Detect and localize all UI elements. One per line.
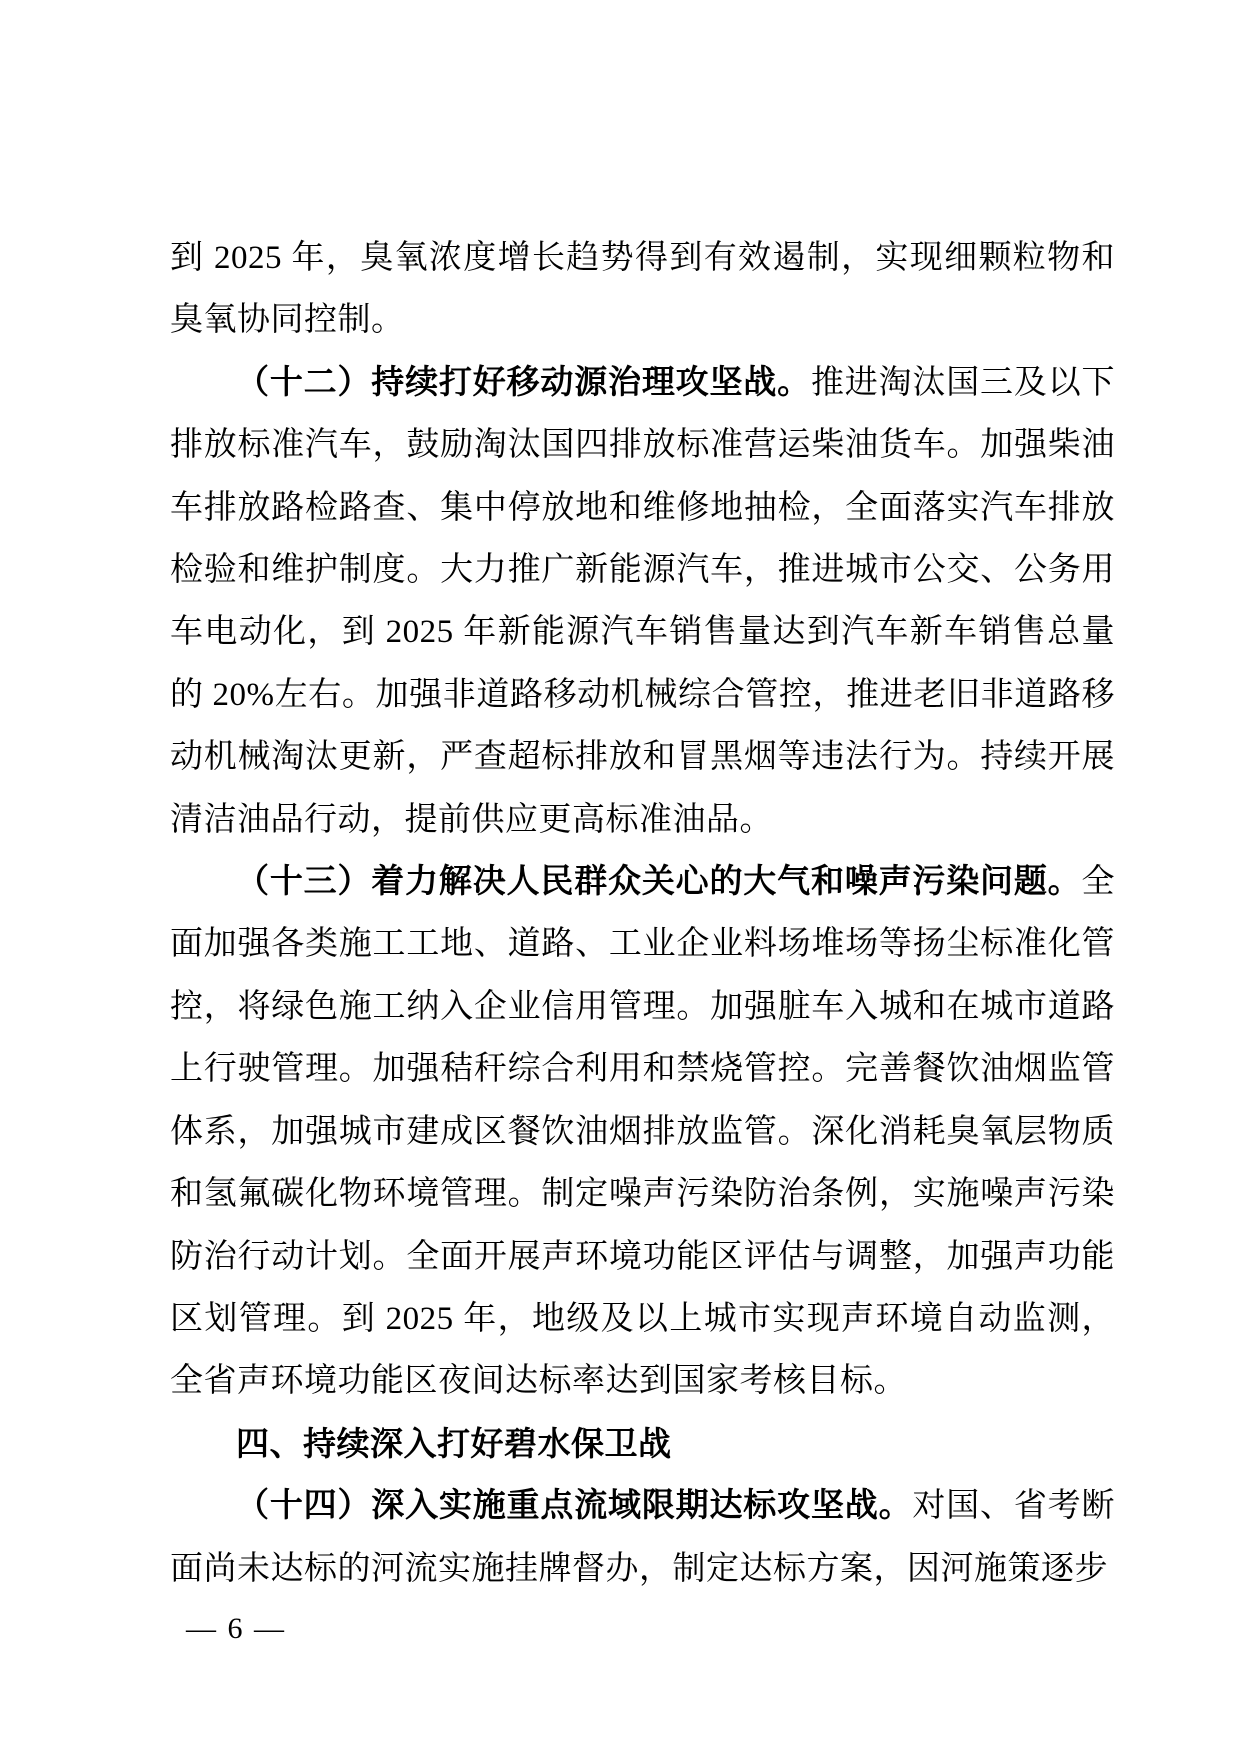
paragraph-continuation bbox=[170, 227, 1115, 352]
paragraph-item-14 bbox=[170, 1475, 1115, 1600]
paragraph-text: 对国、省考断面尚未达标的河流实施挂牌督办，制定达标方案，因河施策逐步 bbox=[170, 1488, 1116, 1587]
paragraph-text: 到 2025 年，臭氧浓度增长趋势得到有效遏制，实现细颗粒物和臭氧协同控制。 bbox=[170, 240, 1115, 339]
paragraph-item-13 bbox=[170, 851, 1115, 1413]
section-heading: 四、持续深入打好碧水保卫战 bbox=[236, 1424, 672, 1462]
document-body bbox=[170, 227, 1115, 1600]
paragraph-text: 推进淘汰国三及以下排放标准汽车，鼓励淘汰国四排放标准营运柴油货车。加强柴油车排放路检路查、集中停放地和维修地抽检，全面落实汽车排放检验和维护制度。大力推广新能源汽车，推进城市公交、公务用车电动化，到 2025 年新能源汽车销售量达到汽车新车销售总量的 20%左右。加强非道路移动机械综合管控，推进老旧非道路移动机械淘汰更新，严查超标排放和冒黑烟等违法行为。持续开展清洁油品行动，提前供应更高标准油品。 bbox=[170, 364, 1116, 838]
paragraph-lead: （十四）深入实施重点流域限期达标攻坚战。 bbox=[236, 1488, 913, 1525]
paragraph-lead: （十二）持续打好移动源治理攻坚战。 bbox=[236, 364, 811, 401]
paragraph-lead: （十三）着力解决人民群众关心的大气和噪声污染问题。 bbox=[236, 864, 1082, 901]
paragraph-text: 全面加强各类施工工地、道路、工业企业料场堆场等扬尘标准化管控，将绿色施工纳入企业信用管理。加强脏车入城和在城市道路上行驶管理。加强秸秆综合利用和禁烧管控。完善餐饮油烟监管体系，加强城市建成区餐饮油烟排放监管。深化消耗臭氧层物质和氢氟碳化物环境管理。制定噪声污染防治条例，实施噪声污染防治行动计划。全面开展声环境功能区评估与调整，加强声功能区划管理。到 2025 年，地级及以上城市实现声环境自动监测，全省声环境功能区夜间达标率达到国家考核目标。 bbox=[170, 864, 1115, 1400]
paragraph-item-12 bbox=[170, 352, 1115, 851]
page-number: — 6 — bbox=[186, 1612, 286, 1645]
